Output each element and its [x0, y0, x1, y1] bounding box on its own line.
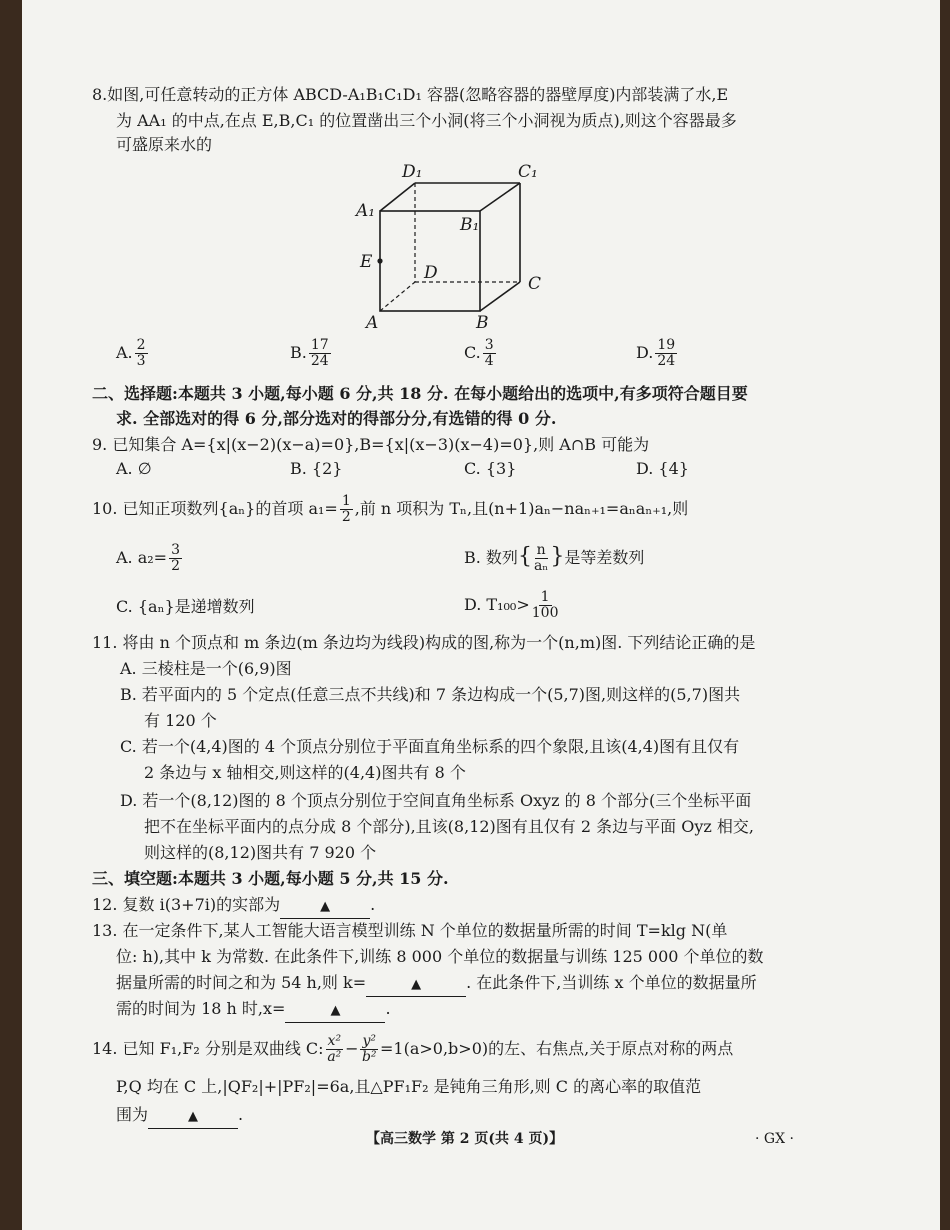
q8-option-b: B. $\frac{17}{24}$	[290, 337, 329, 369]
q14-line2: P,Q 均在 C 上,|QF₂|+|PF₂|=6a,且△PF₁F₂ 是钝角三角形,则 C 的离心率的取值范	[116, 1077, 702, 1096]
fraction: $\frac{19}{24}$	[657, 337, 676, 369]
q13-line4: 需的时间为 18 h 时,x= ▲ .	[116, 998, 391, 1023]
label-c1: C₁	[518, 162, 538, 182]
q8-number: 8.	[92, 85, 108, 104]
q11-option-d-cont2: 则这样的(8,12)图共有 7 920 个	[144, 843, 377, 862]
fraction: $\frac{n}{\text{aₙ}}$	[533, 542, 549, 574]
q13-line3: 据量所需的时间之和为 54 h,则 k= ▲ . 在此条件下,当训练 x 个单位的数据量所	[116, 972, 757, 997]
q11-option-c: C. 若一个(4,4)图的 4 个顶点分别位于平面直角坐标系的四个象限,且该(4,4)图有且仅有	[120, 737, 740, 756]
brace-right: }	[550, 544, 565, 569]
cube-edge-a1d1	[380, 183, 415, 211]
q10-option-d: D. T₁₀₀> $\frac{1}{100}$	[464, 589, 559, 621]
section2-heading-cont: 求. 全部选对的得 6 分,部分选对的得部分分,有选错的得 0 分.	[116, 409, 557, 428]
brace-left: {	[517, 544, 532, 569]
fraction: $\frac{3}{2}$	[171, 542, 181, 574]
label-d: D	[424, 263, 438, 283]
q11-stem: 11. 将由 n 个顶点和 m 条边(m 条边均为线段)构成的图,称为一个(n,m)图. 下列结论正确的是	[92, 633, 756, 652]
fraction: $\frac{1}{100}$	[531, 589, 559, 621]
q13-line2: 位: h),其中 k 为常数. 在此条件下,训练 8 000 个单位的数据量与训练 125 000 个单位的数	[116, 947, 764, 966]
point-e-dot	[377, 258, 382, 263]
q10-stem: 10. 已知正项数列{aₙ}的首项 a₁= $\frac{1}{2}$ ,前 n 项积为 Tₙ,且(n+1)aₙ−naₙ₊₁=aₙaₙ₊₁,则	[92, 493, 689, 525]
q8-line1: 8.如图,可任意转动的正方体 ABCD-A₁B₁C₁D₁ 容器(忽略容器的器壁厚度)内部装满了水,E	[92, 85, 729, 104]
q11-option-b-cont: 有 120 个	[144, 711, 217, 730]
q10-option-c: C. {aₙ}是递增数列	[116, 597, 255, 616]
q11-option-d: D. 若一个(8,12)图的 8 个顶点分别位于空间直角坐标系 Oxyz 的 8 个部分(三个坐标平面	[120, 791, 752, 810]
fraction: $\frac{\text{y²}}{\text{b²}}$	[361, 1033, 377, 1065]
label-a: A	[366, 313, 379, 333]
section2-heading: 二、选择题:本题共 3 小题,每小题 6 分,共 18 分. 在每小题给出的选项中,有多项符合题目要	[92, 384, 748, 403]
page-footer: 【高三数学 第 2 页(共 4 页)】	[366, 1131, 564, 1147]
q9-option-b: B. {2}	[290, 459, 343, 478]
fraction: $\frac{\text{x²}}{\text{a²}}$	[327, 1033, 342, 1065]
q10-option-a: A. a₂= $\frac{3}{2}$	[116, 542, 181, 574]
triangle-icon: ▲	[188, 1109, 199, 1124]
answer-blank-e[interactable]	[148, 1104, 238, 1129]
q11-option-c-cont: 2 条边与 x 轴相交,则这样的(4,4)图共有 8 个	[144, 763, 466, 782]
cube-edge-bc	[480, 282, 520, 311]
label-e: E	[360, 252, 373, 272]
cube-hidden-edge-ad	[380, 282, 415, 311]
q9-option-c: C. {3}	[464, 459, 517, 478]
triangle-icon: ▲	[320, 899, 331, 914]
q14-line3: 围为 ▲ .	[116, 1104, 243, 1129]
fraction: $\frac{1}{2}$	[341, 493, 351, 525]
q13-line1: 13. 在一定条件下,某人工智能大语言模型训练 N 个单位的数据量所需的时间 T=klg N(单	[92, 921, 728, 940]
fraction: $\frac{3}{4}$	[484, 337, 494, 369]
q9-option-a: A. ∅	[116, 459, 152, 478]
answer-blank-x[interactable]	[285, 998, 385, 1023]
cube-edge-b1c1	[480, 183, 520, 211]
triangle-icon: ▲	[411, 977, 422, 992]
q10-option-b: B. 数列{ $\frac{n}{\text{aₙ}}$ }是等差数列	[464, 542, 645, 574]
q8-option-d: D. $\frac{19}{24}$	[636, 337, 676, 369]
fraction: $\frac{17}{24}$	[310, 337, 329, 369]
q11-option-d-cont1: 把不在坐标平面内的点分成 8 个部分),且该(8,12)图有且仅有 2 条边与平面 Oyz 相交,	[144, 817, 754, 836]
fraction: $\frac{2}{3}$	[136, 337, 146, 369]
q8-line3: 可盛原来水的	[116, 135, 213, 154]
section3-heading: 三、填空题:本题共 3 小题,每小题 5 分,共 15 分.	[92, 869, 449, 888]
label-b: B	[476, 313, 489, 333]
q9-option-d: D. {4}	[636, 459, 689, 478]
q14-line1: 14. 已知 F₁,F₂ 分别是双曲线 C: $\frac{\text{x²}}{\text{a²}}$ − $\frac{\text{y²}}{\text{b²}}$ =1(a>0,b>0)的左、右焦点,关于原点对称的两点	[92, 1033, 734, 1065]
q11-option-a: A. 三棱柱是一个(6,9)图	[120, 659, 292, 678]
q11-option-b: B. 若平面内的 5 个定点(任意三点不共线)和 7 条边构成一个(5,7)图,则这样的(5,7)图共	[120, 685, 741, 704]
label-a1: A₁	[356, 201, 376, 221]
answer-blank[interactable]	[280, 894, 370, 919]
q9-stem: 9. 已知集合 A={x|(x−2)(x−a)=0},B={x|(x−3)(x−4)=0},则 A∩B 可能为	[92, 435, 650, 454]
answer-blank-k[interactable]	[366, 972, 466, 997]
footer-code: · GX ·	[755, 1131, 794, 1147]
label-c: C	[528, 274, 542, 294]
triangle-icon: ▲	[330, 1003, 341, 1018]
q8-option-a: A. $\frac{2}{3}$	[116, 337, 146, 369]
label-b1: B₁	[460, 215, 480, 235]
label-d1: D₁	[402, 162, 423, 182]
q8-line2: 为 AA₁ 的中点,在点 E,B,C₁ 的位置凿出三个小洞(将三个小洞视为质点),则这个容器最多	[116, 111, 737, 130]
cube-figure	[350, 158, 560, 334]
q8-option-c: C. $\frac{3}{4}$	[464, 337, 494, 369]
q12-stem: 12. 复数 i(3+7i)的实部为 ▲ .	[92, 894, 375, 919]
